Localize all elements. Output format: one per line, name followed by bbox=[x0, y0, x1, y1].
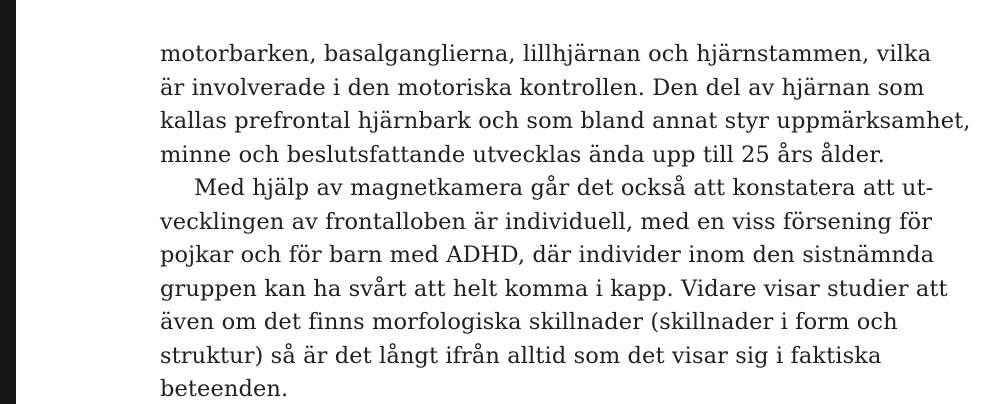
text-line: är involverade i den motoriska kontrollen. Den del av hjärnan som bbox=[160, 74, 925, 101]
text-line: vecklingen av frontalloben är individuell, med en viss försening för bbox=[160, 208, 933, 235]
text-line: motorbarken, basalganglierna, lillhjärnan och hjärnstammen, vilka bbox=[160, 41, 932, 67]
text-line: minne och beslutsfattande utvecklas ända upp till 25 års ålder. bbox=[160, 141, 885, 168]
left-edge-bar bbox=[0, 0, 16, 404]
text-line: struktur) så är det långt ifrån alltid som det visar sig i faktiska bbox=[160, 342, 882, 369]
body-text bbox=[160, 38, 971, 404]
text-line: gruppen kan ha svårt att helt komma i kapp. Vidare visar studier att bbox=[160, 275, 948, 302]
text-line: kallas prefrontal hjärnbark och som bland annat styr uppmärksamhet, bbox=[160, 108, 971, 134]
text-line: även om det finns morfologiska skillnader (skillnader i form och bbox=[160, 309, 898, 335]
text-line: beteenden. bbox=[160, 376, 289, 402]
paragraph-first-line: Med hjälp av magnetkamera går det också att konstatera att ut- bbox=[194, 175, 934, 201]
text-line: pojkar och för barn med ADHD, där individer inom den sistnämnda bbox=[160, 242, 935, 268]
